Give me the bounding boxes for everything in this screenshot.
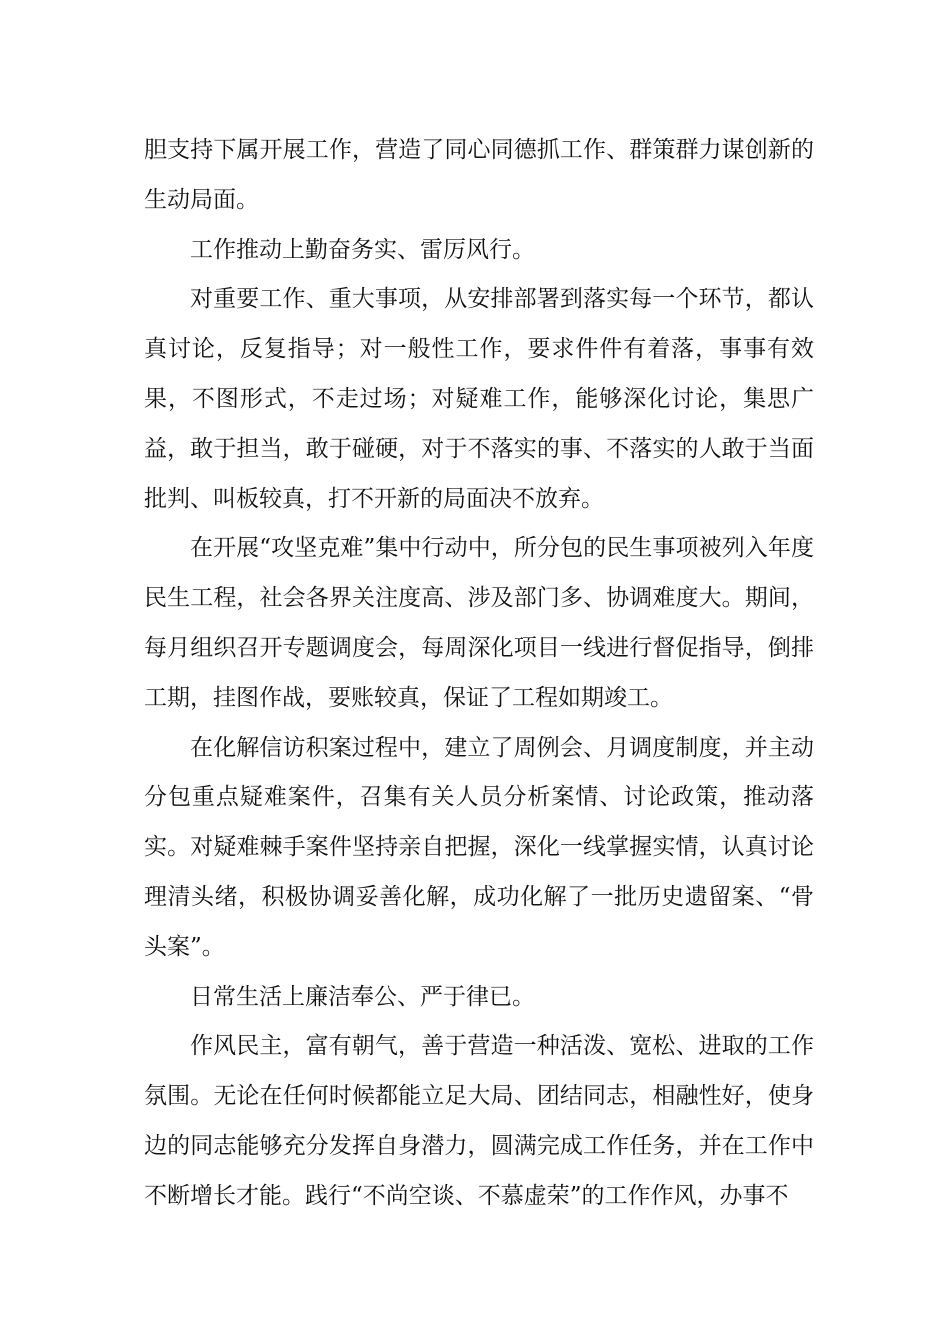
paragraph-petition-cases: 在化解信访积案过程中，建立了周例会、月调度制度，并主动分包重点疑难案件，召集有关人员分析案情、讨论政策，推动落实。对疑难棘手案件坚持亲自把握，深化一线掌握实情，认真讨论理清头绪，积极协调妥善化解，成功化解了一批历史遗留案、“骨头案”。 bbox=[144, 734, 814, 960]
paragraph-continued: 胆支持下属开展工作，营造了同心同德抓工作、群策群力谋创新的生动局面。 bbox=[144, 137, 814, 213]
document-body bbox=[144, 126, 814, 1222]
paragraph-work-style: 作风民主，富有朝气，善于营造一种活泼、宽松、进取的工作氛围。无论在任何时候都能立足大局、团结同志，相融性好，使身边的同志能够充分发挥自身潜力，圆满完成工作任务，并在工作中不断增长才能。践行“不尚空谈、不慕虚荣”的工作作风，办事不 bbox=[144, 1033, 814, 1209]
section-heading-daily-life: 日常生活上廉洁奉公、严于律已。 bbox=[190, 983, 535, 1010]
section-heading-work-promotion: 工作推动上勤奋务实、雷厉风行。 bbox=[190, 236, 535, 263]
paragraph-tackling-difficulties: 在开展“攻坚克难”集中行动中，所分包的民生事项被列入年度民生工程，社会各界关注度高、涉及部门多、协调难度大。期间，每月组织召开专题调度会，每周深化项目一线进行督促指导，倒排工期，挂图作战，要账较真，保证了工程如期竣工。 bbox=[144, 535, 814, 711]
paragraph-important-work: 对重要工作、重大事项，从安排部署到落实每一个环节，都认真讨论，反复指导；对一般性工作，要求件件有着落，事事有效果，不图形式，不走过场；对疑难工作，能够深化讨论，集思广益，敢于担当，敢于碰硬，对于不落实的事、不落实的人敢于当面批判、叫板较真，打不开新的局面决不放弃。 bbox=[144, 286, 814, 512]
